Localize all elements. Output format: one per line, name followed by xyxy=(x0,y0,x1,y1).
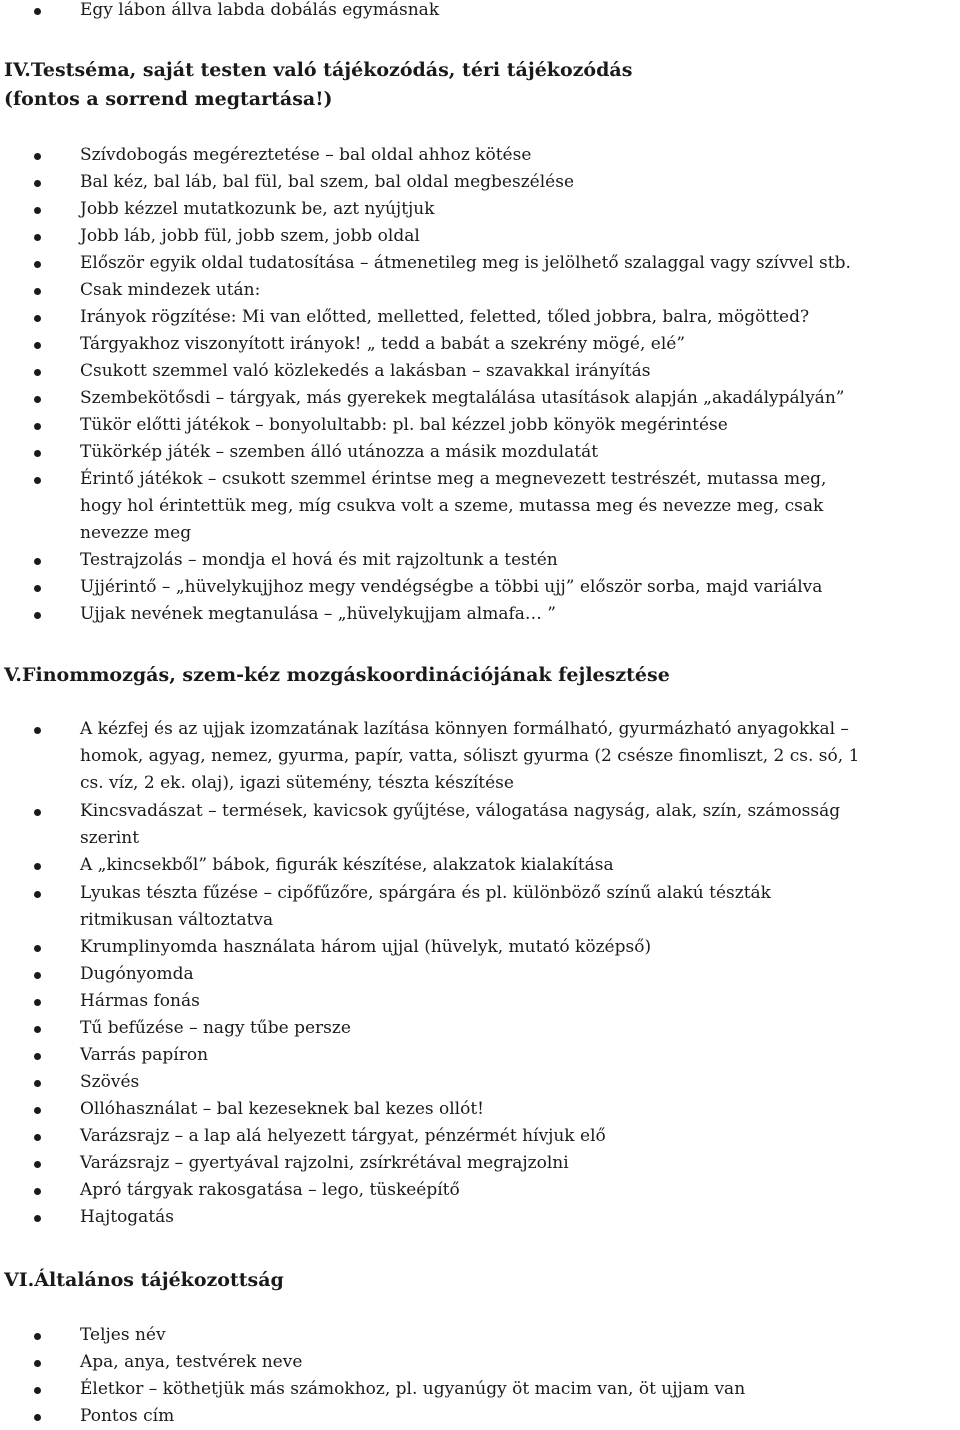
bullet-icon xyxy=(34,8,41,15)
list-item-text: Tű befűzése – nagy tűbe persze xyxy=(80,1018,351,1038)
list-item-text: Érintő játékok – csukott szemmel érintse meg a megnevezett testrészét, mutassa meg, xyxy=(80,469,827,489)
list-item-text: Pontos cím xyxy=(80,1406,175,1426)
bullet-icon xyxy=(34,585,41,592)
list-item-text: Életkor – köthetjük más számokhoz, pl. ugyanúgy öt macim van, öt ujjam van xyxy=(80,1379,746,1399)
bullet-icon xyxy=(34,1215,41,1222)
bullet-icon xyxy=(34,863,41,870)
list-item-text: Csak mindezek után: xyxy=(80,280,261,300)
bullet-icon xyxy=(34,945,41,952)
bullet-icon xyxy=(34,1080,41,1087)
bullet-icon xyxy=(34,423,41,430)
list-item-text: Kincsvadászat – termések, kavicsok gyűjtése, válogatása nagyság, alak, szín, számosság xyxy=(80,801,841,821)
list-item-text: Krumplinyomda használata három ujjal (hüvelyk, mutató középső) xyxy=(80,937,652,957)
list-item-text: Szövés xyxy=(80,1072,140,1092)
bullet-icon xyxy=(34,234,41,241)
bullet-icon xyxy=(34,369,41,376)
bullet-icon xyxy=(34,972,41,979)
bullet-icon xyxy=(34,342,41,349)
bullet-icon xyxy=(34,1107,41,1114)
section-heading: VI.Általános tájékozottság xyxy=(4,1269,284,1291)
list-item-text: A kézfej és az ujjak izomzatának lazítása könnyen formálható, gyurmázható anyagokkal – xyxy=(80,719,849,739)
list-item-text: homok, agyag, nemez, gyurma, papír, vatta, sóliszt gyurma (2 csésze finomliszt, 2 cs. só, 1 xyxy=(80,746,860,766)
list-item-text: Jobb láb, jobb fül, jobb szem, jobb oldal xyxy=(80,226,420,246)
bullet-icon xyxy=(34,261,41,268)
section-heading: IV.Testséma, saját testen való tájékozódás, téri tájékozódás xyxy=(4,59,633,81)
list-item-text: Irányok rögzítése: Mi van előtted, melletted, feletted, tőled jobbra, balra, mögötted? xyxy=(80,307,810,327)
list-item-text: Szívdobogás megéreztetése – bal oldal ahhoz kötése xyxy=(80,145,532,165)
bullet-icon xyxy=(34,477,41,484)
bullet-icon xyxy=(34,450,41,457)
list-item-text: Szembekötősdi – tárgyak, más gyerekek megtalálása utasítások alapján „akadálypályán” xyxy=(80,388,845,408)
list-item-text: Bal kéz, bal láb, bal fül, bal szem, bal oldal megbeszélése xyxy=(80,172,575,192)
bullet-icon xyxy=(34,558,41,565)
list-item-text: Varázsrajz – gyertyával rajzolni, zsírkrétával megrajzolni xyxy=(80,1153,569,1173)
bullet-icon xyxy=(34,1161,41,1168)
list-item-text: Varrás papíron xyxy=(80,1045,209,1065)
bullet-icon xyxy=(34,288,41,295)
list-item-text: Először egyik oldal tudatosítása – átmenetileg meg is jelölhető szalaggal vagy szívvel stb. xyxy=(80,253,851,273)
list-item-text: ritmikusan változtatva xyxy=(80,910,274,930)
bullet-icon xyxy=(34,153,41,160)
bullet-icon xyxy=(34,727,41,734)
list-item-text: hogy hol érintettük meg, míg csukva volt a szeme, mutassa meg és nevezze meg, csak xyxy=(80,496,824,516)
list-item-text: Hármas fonás xyxy=(80,991,200,1011)
list-item-text: nevezze meg xyxy=(80,523,192,543)
list-item-text: Ollóhasználat – bal kezeseknek bal kezes ollót! xyxy=(80,1099,485,1119)
list-item-text: A „kincsekből” bábok, figurák készítése, alakzatok kialakítása xyxy=(80,855,614,875)
list-item-text: szerint xyxy=(80,828,140,848)
bullet-icon xyxy=(34,207,41,214)
list-item-text: Apa, anya, testvérek neve xyxy=(80,1352,303,1372)
list-item-text: Testrajzolás – mondja el hová és mit rajzoltunk a testén xyxy=(80,550,558,570)
bullet-icon xyxy=(34,315,41,322)
bullet-icon xyxy=(34,891,41,898)
list-item-text: Varázsrajz – a lap alá helyezett tárgyat, pénzérmét hívjuk elő xyxy=(80,1126,606,1146)
bullet-icon xyxy=(34,180,41,187)
list-item-text: Teljes név xyxy=(80,1325,166,1345)
list-item-text: Ujjak nevének megtanulása – „hüvelykujjam almafa… ” xyxy=(80,604,556,624)
list-item-text: Hajtogatás xyxy=(80,1207,175,1227)
section-heading: V.Finommozgás, szem-kéz mozgáskoordinációjának fejlesztése xyxy=(4,664,670,686)
list-item-text: cs. víz, 2 ek. olaj), igazi sütemény, tészta készítése xyxy=(80,773,514,793)
bullet-icon xyxy=(34,396,41,403)
bullet-icon xyxy=(34,999,41,1006)
bullet-icon xyxy=(34,1414,41,1421)
list-item-text: Jobb kézzel mutatkozunk be, azt nyújtjuk xyxy=(80,199,435,219)
list-item-text: Tükör előtti játékok – bonyolultabb: pl. bal kézzel jobb könyök megérintése xyxy=(80,415,728,435)
list-item-text: Egy lábon állva labda dobálás egymásnak xyxy=(80,0,440,20)
bullet-icon xyxy=(34,1360,41,1367)
list-item-text: Apró tárgyak rakosgatása – lego, tüskeépítő xyxy=(80,1180,460,1200)
list-item-text: Csukott szemmel való közlekedés a lakásban – szavakkal irányítás xyxy=(80,361,651,381)
bullet-icon xyxy=(34,612,41,619)
section-heading: (fontos a sorrend megtartása!) xyxy=(4,88,333,110)
bullet-icon xyxy=(34,1053,41,1060)
bullet-icon xyxy=(34,1134,41,1141)
bullet-icon xyxy=(34,1188,41,1195)
bullet-icon xyxy=(34,1026,41,1033)
list-item-text: Ujjérintő – „hüvelykujjhoz megy vendégségbe a többi ujj” először sorba, majd variálva xyxy=(80,577,823,597)
bullet-icon xyxy=(34,1333,41,1340)
list-item-text: Lyukas tészta fűzése – cipőfűzőre, spárgára és pl. különböző színű alakú tészták xyxy=(80,883,771,903)
list-item-text: Tükörkép játék – szemben álló utánozza a másik mozdulatát xyxy=(80,442,599,462)
bullet-icon xyxy=(34,809,41,816)
bullet-icon xyxy=(34,1387,41,1394)
list-item-text: Tárgyakhoz viszonyított irányok! „ tedd a babát a szekrény mögé, elé” xyxy=(80,334,686,354)
list-item-text: Dugónyomda xyxy=(80,964,194,984)
